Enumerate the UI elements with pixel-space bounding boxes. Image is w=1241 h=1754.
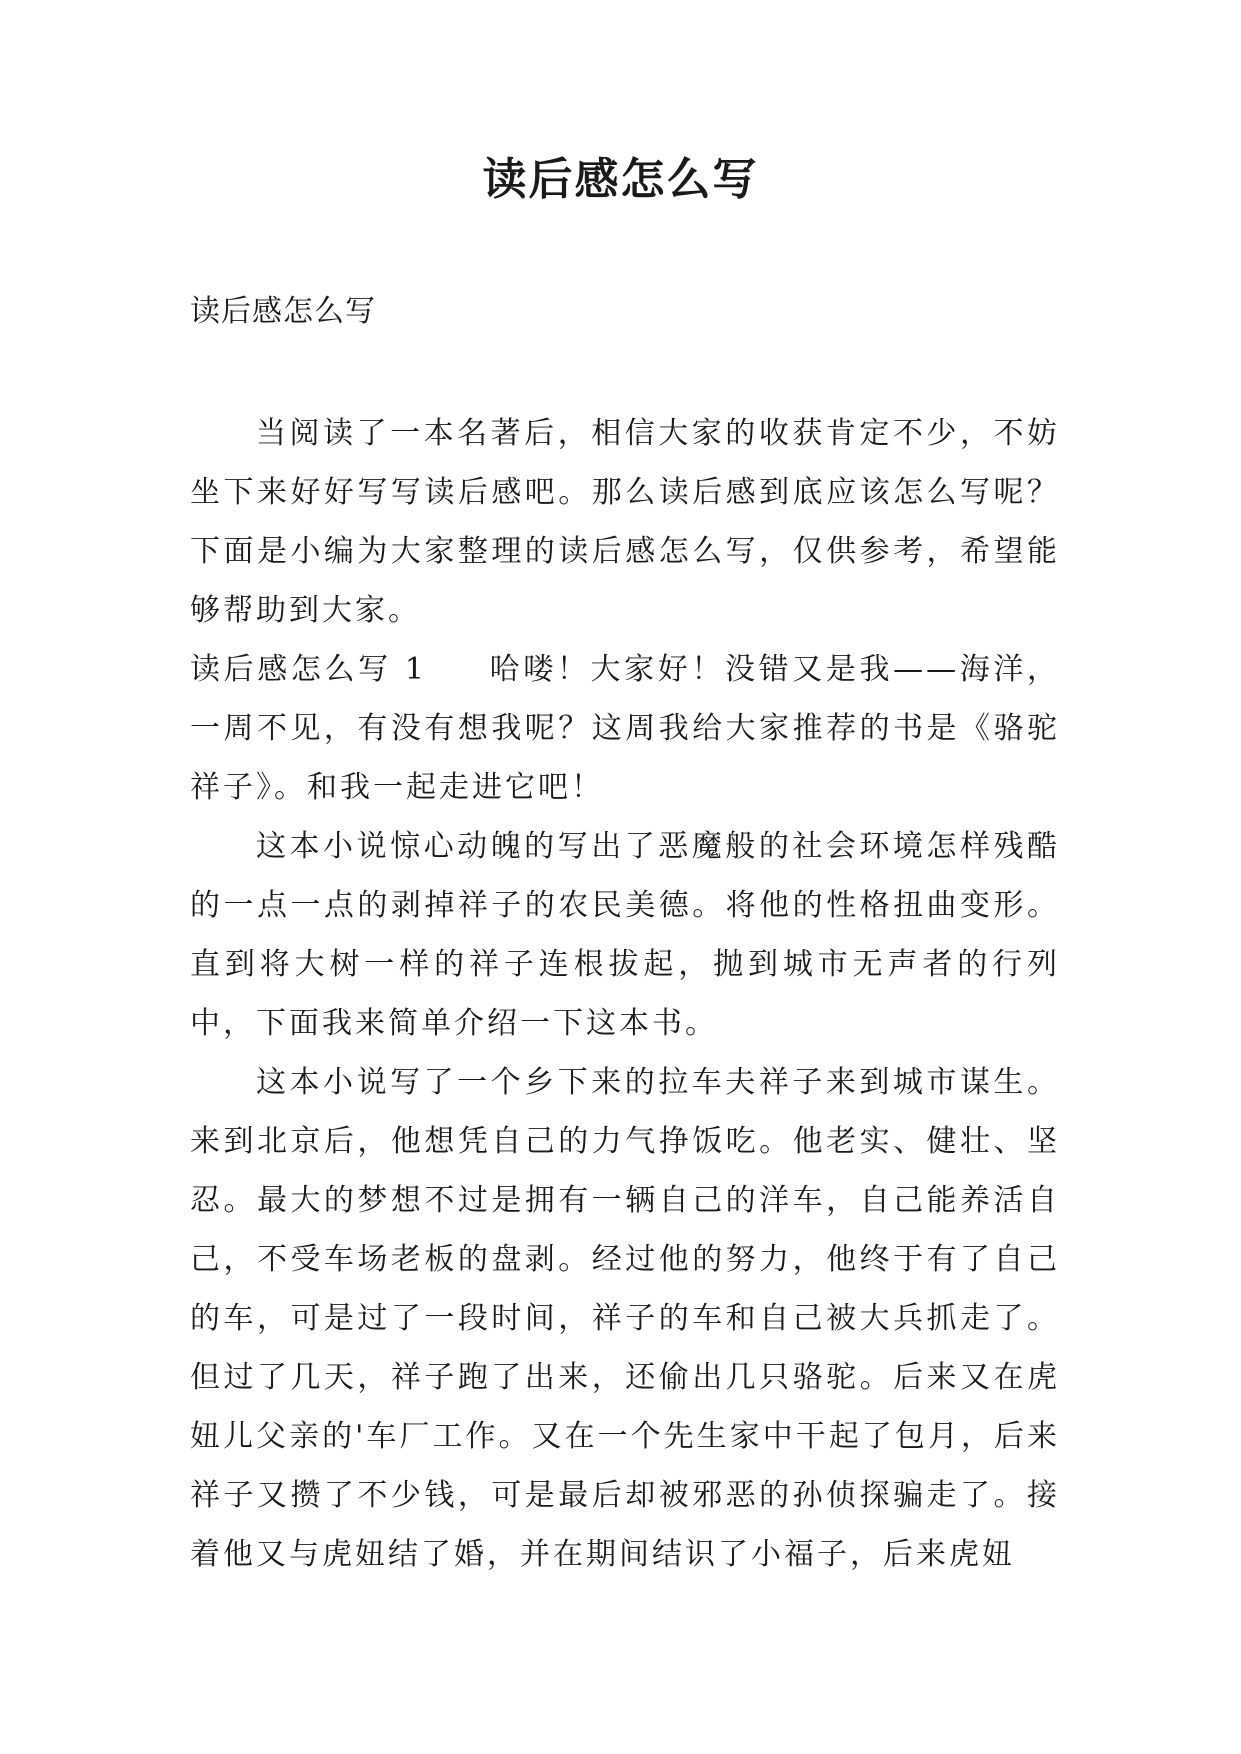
- section-heading: 读后感怎么写 1: [190, 652, 427, 687]
- document-body: [190, 404, 1060, 1584]
- intro-paragraph: 当阅读了一本名著后，相信大家的收获肯定不少，不妨坐下来好好写写读后感吧。那么读后感到底应该怎么写呢？下面是小编为大家整理的读后感怎么写，仅供参考，希望能够帮助到大家。: [190, 416, 1060, 628]
- body-paragraph: 这本小说写了一个乡下来的拉车夫祥子来到城市谋生。来到北京后，他想凭自己的力气挣饭吃。他老实、健壮、坚忍。最大的梦想不过是拥有一辆自己的洋车，自己能养活自己，不受车场老板的盘剥。经过他的努力，他终于有了自己的车，可是过了一段时间，祥子的车和自己被大兵抓走了。但过了几天，祥子跑了出来，还偷出几只骆驼。后来又在虎妞儿父亲的'车厂工作。又在一个先生家中干起了包月，后来祥子又攒了不少钱，可是最后却被邪恶的孙侦探骗走了。接着他又与虎妞结了婚，并在期间结识了小福子，后来虎妞: [190, 1065, 1060, 1572]
- section-1-text: 哈喽！大家好！没错又是我——海洋，一周不见，有没有想我呢？这周我给大家推荐的书是《骆驼祥子》。和我一起走进它吧！: [190, 652, 1060, 805]
- section-1-paragraph: [190, 640, 1060, 817]
- document-subtitle: 读后感怎么写: [190, 294, 376, 329]
- body-paragraph: 这本小说惊心动魄的写出了恶魔般的社会环境怎样残酷的一点一点的剥掉祥子的农民美德。将他的性格扭曲变形。直到将大树一样的祥子连根拔起，抛到城市无声者的行列中，下面我来简单介绍一下这本书。: [190, 829, 1060, 1041]
- document-title: 读后感怎么写: [482, 154, 759, 205]
